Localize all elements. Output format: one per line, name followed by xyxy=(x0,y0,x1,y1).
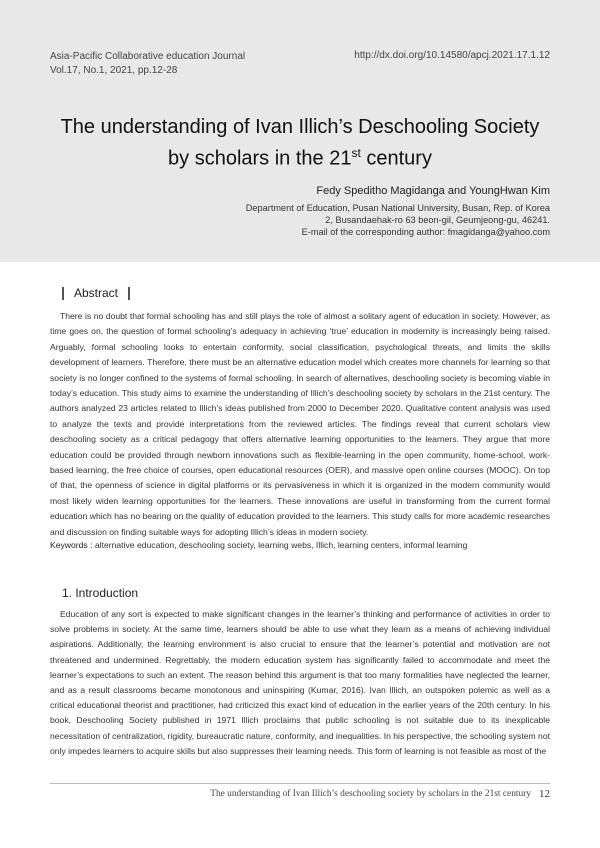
affiliation-line-3: E-mail of the corresponding author: fmagidanga@yahoo.com xyxy=(301,227,550,237)
page-footer xyxy=(210,788,550,800)
paper-title xyxy=(40,114,560,172)
title-line-2-suffix: century xyxy=(360,147,432,170)
abstract-heading-text: Abstract xyxy=(74,286,119,300)
footer-rule xyxy=(50,783,550,784)
introduction-body xyxy=(50,607,550,759)
abstract-body xyxy=(50,309,550,540)
page-number: 12 xyxy=(539,788,550,800)
introduction-paragraph: Education of any sort is expected to make significant changes in the learner’s thinking and performance of activities in order to solve problems in society. At the same time, learners should be able to use what they learn as a means of achieving individual aspirations. Additionally, the learning environment is also crucial to ensure that the learner’s potential and motivation are not threatened and undermined. Regrettably, the modern education system has significantly failed to accommodate and meet the learner’s expectations to such an extent. The reason behind this argument is that too many formalities have neglected the learner, and as a result classrooms became monotonous and uninspiring (Kumar, 2016). Ivan Illich, an outspoken polemic as well as a critical educational theorist and practitioner, had criticized this exact kind of education in the earlier years of the 20th century. In his book, Deschooling Society published in 1971 Illich proclaims that public schooling is not suitable due to its inexplicable necessitation of centralization, rigidity, bureaucratic nature, conformity, and inequalities. In his perspective, the schooling system not only impedes learners to acquire skills but also suppresses their learning needs. This form of learning is not feasible as most of the xyxy=(50,609,550,756)
title-line-2 xyxy=(40,140,560,172)
keywords-text: alternative education, deschooling society, learning webs, Illich, learning centers, informal learning xyxy=(94,540,468,550)
journal-name: Asia-Pacific Collaborative education Journal xyxy=(50,51,246,62)
title-line-2-sup: st xyxy=(351,146,361,160)
affiliation-line-1: Department of Education, Pusan National University, Busan, Rep. of Korea xyxy=(245,203,550,213)
heading-bar-right xyxy=(128,287,130,300)
heading-bar-left xyxy=(62,287,64,300)
abstract-heading xyxy=(62,286,130,300)
title-line-1: The understanding of Ivan Illich’s Deschooling Society xyxy=(60,116,540,138)
abstract-paragraph: There is no doubt that formal schooling has and still plays the role of almost a solitary agent of education in society. However, as time goes on, the question of formal schooling’s adequacy in achieving ‘true’ education in modernity is increasingly being raised. Arguably, formal schooling looks to entertain conformity, social classification, psychological threats, and limits the skills development of learners. Therefore, there must be an alternative education model which creates more channels for learning so that society is no longer confined to the systems of formal schooling. In search of alternatives, deschooling society is becoming viable in today’s education. This study aims to examine the understanding of Illich’s deschooling society by scholars in the 21st century. The authors analyzed 23 articles related to Illich’s ideas published from 2000 to December 2020. Qualitative content analysis was used to analyze the texts and provide interpretations from the reviewed articles. The findings reveal that current scholars view deschooling society as a critical pedagogy that offers alternative learning opportunities to the learners. They argue that more education could be provided through newborn innovations such as flexible-learning in the open community, home-school, work-based learning, the free choice of courses, open educational resources (OER), and massive open online courses (MOOC). On top of that, the openness of science in digital platforms or its pervasiveness in which it is organized in the modern community would most likely widen learning opportunities for the learners. These innovations are useful in transforming from the current formal education which has no bearing on the quality of education provided to the learners. This study calls for more academic researches and discussion on finding suitable ways for adopting Illich’s ideas in modern society. xyxy=(50,311,550,537)
journal-volume: Vol.17, No.1, 2021, pp.12-28 xyxy=(50,65,178,76)
running-title: The understanding of Ivan Illich’s deschooling society by scholars in the 21st century xyxy=(210,789,531,799)
keywords xyxy=(50,540,550,550)
keywords-label: Keywords : xyxy=(50,540,95,550)
authors: Fedy Speditho Magidanga and YoungHwan Kim xyxy=(316,185,550,197)
introduction-heading: 1. Introduction xyxy=(62,586,139,600)
title-line-2-prefix: by scholars in the 21 xyxy=(168,147,352,170)
affiliation-line-2: 2, Busandaehak-ro 63 beon-gil, Geumjeong-gu, 46241. xyxy=(325,215,550,225)
doi-link[interactable]: http://dx.doi.org/10.14580/apcj.2021.17.1.12 xyxy=(354,50,550,61)
journal-info xyxy=(50,50,245,78)
affiliation xyxy=(130,202,550,238)
